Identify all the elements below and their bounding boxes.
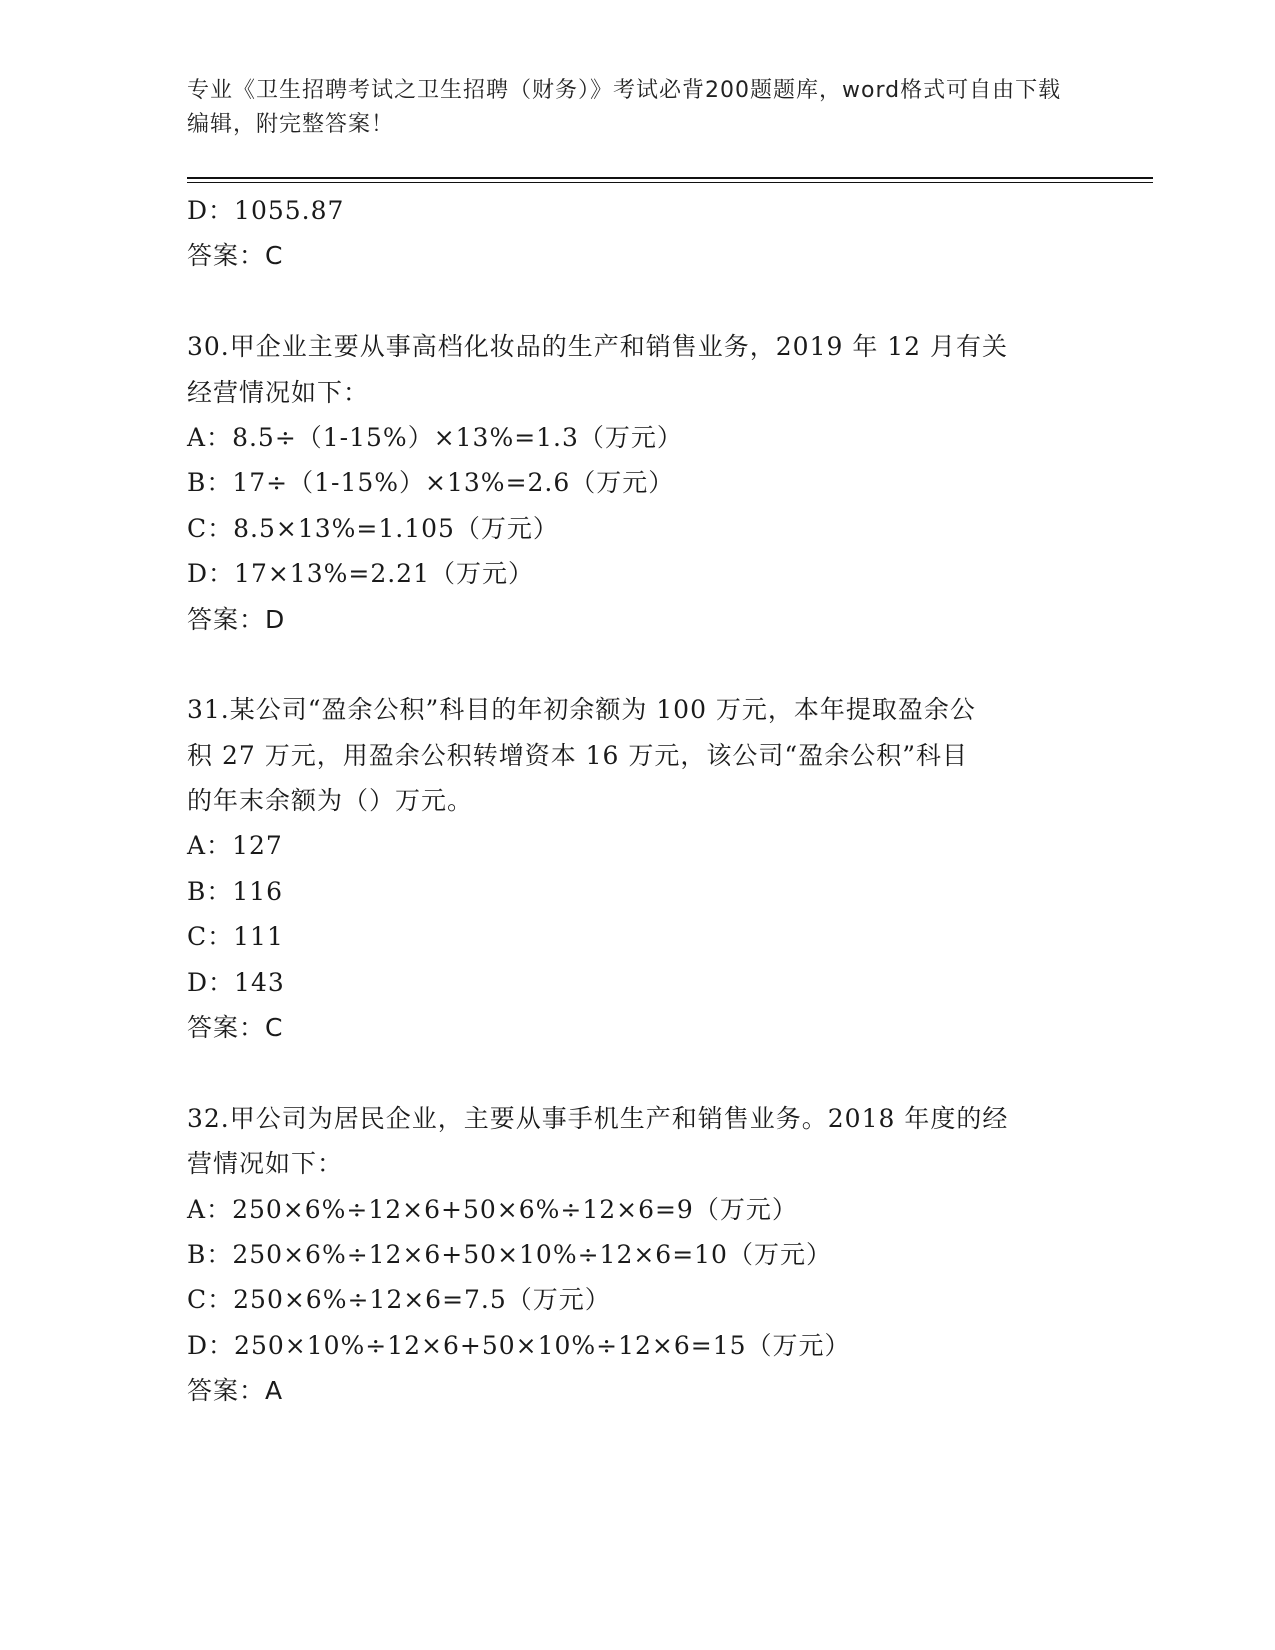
option-text: 250×6%÷12×6+50×6%÷12×6=9（万元） <box>232 1194 798 1224</box>
option-text: 17×13%=2.21（万元） <box>234 559 534 589</box>
option-label: D： <box>187 967 235 997</box>
option-line <box>187 415 1087 460</box>
option-label: B： <box>187 468 233 498</box>
question-block <box>187 1096 1087 1414</box>
document-header: 专业《卫生招聘考试之卫生招聘（财务）》考试必背200题题库，word格式可自由下载编辑，附完整答案！ <box>187 78 1062 137</box>
answer-line: 答案：A <box>187 1376 284 1406</box>
question-stem-line: 31.某公司“盈余公积”科目的年初余额为 100 万元，本年提取盈余公 <box>187 695 976 725</box>
option-text: 250×6%÷12×6=7.5（万元） <box>233 1285 611 1315</box>
option-line <box>187 188 1087 233</box>
option-label: C： <box>187 922 234 952</box>
option-text: 143 <box>234 967 285 997</box>
header-divider <box>187 177 1153 179</box>
question-stem-line: 经营情况如下： <box>187 377 370 407</box>
option-line <box>187 823 1087 868</box>
option-text: 8.5÷（1-15%）×13%=1.3（万元） <box>232 422 683 452</box>
option-text: 250×10%÷12×6+50×10%÷12×6=15（万元） <box>234 1330 851 1360</box>
answer-line: 答案：D <box>187 604 286 634</box>
question-block <box>187 324 1087 642</box>
option-label: A： <box>187 422 233 452</box>
option-line <box>187 460 1087 505</box>
option-line <box>187 1277 1087 1322</box>
option-line <box>187 869 1087 914</box>
option-line <box>187 506 1087 551</box>
option-line <box>187 1187 1087 1232</box>
option-label: B： <box>187 1239 233 1269</box>
spacer <box>187 1050 1087 1095</box>
answer-line: 答案：C <box>187 1013 284 1043</box>
option-label: A： <box>187 1194 233 1224</box>
option-line <box>187 1232 1087 1277</box>
question-block <box>187 687 1087 1050</box>
option-label: C： <box>187 1285 234 1315</box>
option-text: 250×6%÷12×6+50×10%÷12×6=10（万元） <box>232 1239 832 1269</box>
option-line <box>187 1323 1087 1368</box>
spacer <box>187 642 1087 687</box>
question-stem-line: 的年末余额为（）万元。 <box>187 786 474 816</box>
option-line <box>187 914 1087 959</box>
option-label: D： <box>187 1330 235 1360</box>
question-stem-line: 营情况如下： <box>187 1149 344 1179</box>
option-label: D： <box>187 559 235 589</box>
option-text: 17÷（1-15%）×13%=2.6（万元） <box>232 468 675 498</box>
question-list <box>187 188 1087 1414</box>
option-line <box>187 551 1087 596</box>
question-stem-line: 32.甲公司为居民企业，主要从事手机生产和销售业务。2018 年度的经 <box>187 1103 1009 1133</box>
question-stem-line: 积 27 万元，用盈余公积转增资本 16 万元，该公司“盈余公积”科目 <box>187 740 968 770</box>
question-stem-line: 30.甲企业主要从事高档化妆品的生产和销售业务，2019 年 12 月有关 <box>187 332 1009 362</box>
header-divider-thin <box>187 182 1153 183</box>
option-text: 116 <box>232 876 284 906</box>
option-text: 111 <box>233 922 284 952</box>
spacer <box>187 279 1087 324</box>
option-label: C： <box>187 513 234 543</box>
option-text: 8.5×13%=1.105（万元） <box>233 513 559 543</box>
option-line <box>187 960 1087 1005</box>
option-text: 1055.87 <box>234 196 345 225</box>
option-text: 127 <box>232 831 283 861</box>
option-label: D： <box>187 196 235 225</box>
answer-line: 答案：C <box>187 241 284 271</box>
option-label: B： <box>187 876 233 906</box>
option-label: A： <box>187 831 233 861</box>
